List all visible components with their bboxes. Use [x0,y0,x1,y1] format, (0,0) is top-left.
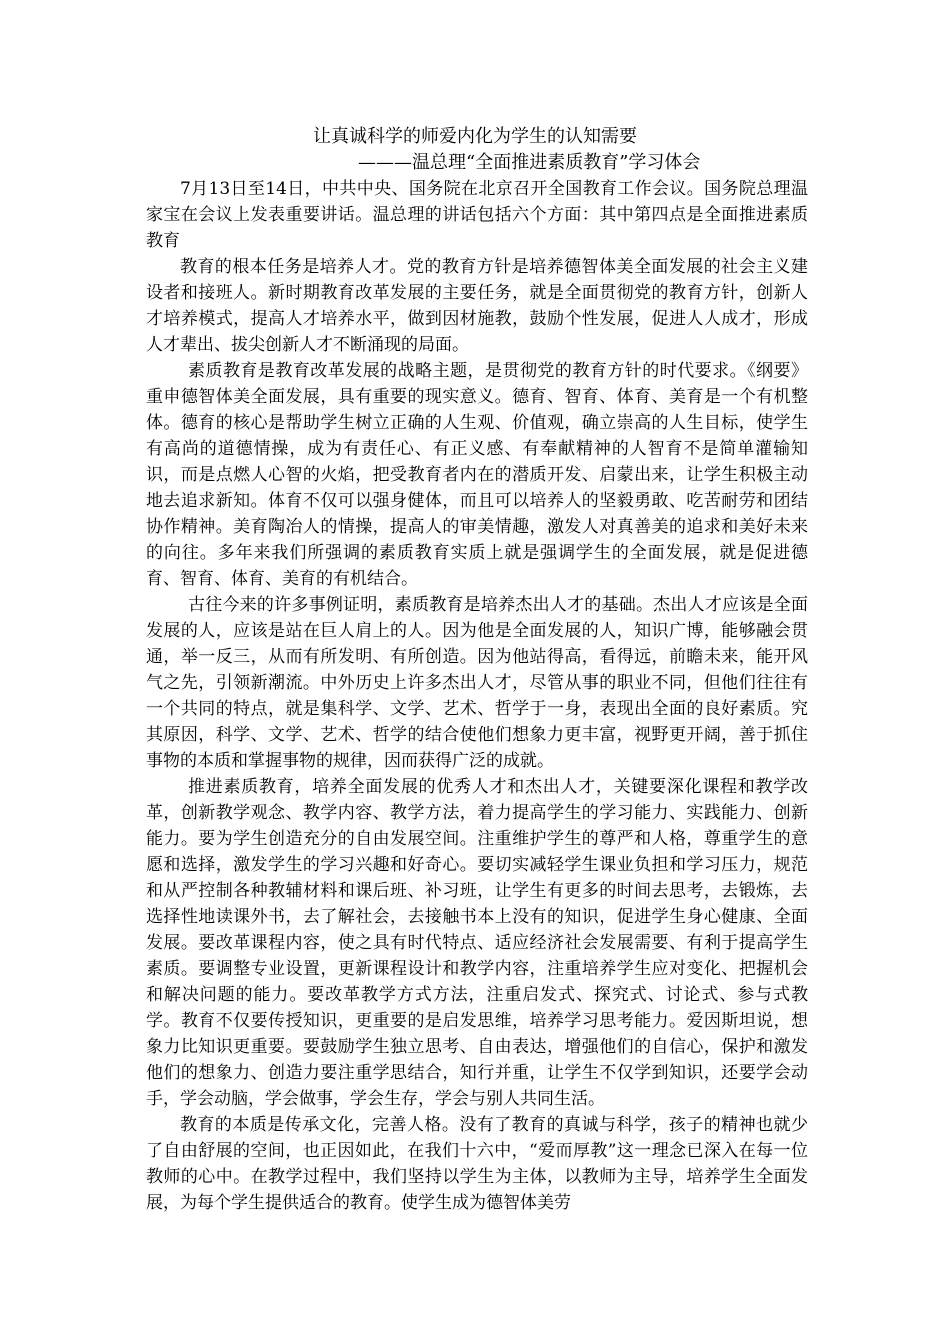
paragraph-curriculum-reform: 推进素质教育，培养全面发展的优秀人才和杰出人才，关键要深化课程和教学改革，创新教学观念、教学内容、教学方法，着力提高学生的学习能力、实践能力、创新能力。要为学生创造充分的自由发展空间。注重维护学生的尊严和人格，尊重学生的意愿和选择，激发学生的学习兴趣和好奇心。要切实减轻学生课业负担和学习压力，规范和从严控制各种教辅材料和课后班、补习班，让学生有更多的时间去思考，去锻炼，去选择性地读课外书，去了解社会，去接触书本上没有的知识，促进学生身心健康、全面发展。要改革课程内容，使之具有时代特点、适应经济社会发展需要、有利于提高学生素质。要调整专业设置，更新课程设计和教学内容，注重培养学生应对变化、把握机会和解决问题的能力。要改革教学方式方法，注重启发式、探究式、讨论式、参与式教学。教育不仅要传授知识，更重要的是启发思维，培养学习思考能力。爱因斯坦说，想象力比知识更重要。要鼓励学生独立思考、自由表达，增强他们的自信心，保护和激发他们的想象力、创造力要注重学思结合，知行并重，让学生不仅学到知识，还要学会动手，学会动脑，学会做事，学会生存，学会与别人共同生活。 [146,777,808,1109]
paragraph-fundamental-task: 教育的根本任务是培养人才。党的教育方针是培养德智体美全面发展的社会主义建设者和接班人。新时期教育改革发展的主要任务，就是全面贯彻党的教育方针，创新人才培养模式，提高人才培养水平，做到因材施教，鼓励个性发展，促进人人成才，形成人才辈出、拔尖创新人才不断涌现的局面。 [146,257,808,355]
document-title: 让真诚科学的师爱内化为学生的认知需要 [313,126,637,147]
document-body [146,176,808,1216]
paragraph-quality-education: 素质教育是教育改革发展的战略主题，是贯彻党的教育方针的时代要求。《纲要》重申德智体美全面发展，具有重要的现实意义。德育、智育、体育、美育是一个有机整体。德育的核心是帮助学生树立正确的人生观、价值观，确立崇高的人生目标，使学生有高尚的道德情操，成为有责任心、有正义感、有奉献精神的人智育不是简单灌输知识，而是点燃人心智的火焰，把受教育者内在的潜质开发、启蒙出来，让学生积极主动地去追求新知。体育不仅可以强身健体，而且可以培养人的坚毅勇敢、吃苦耐劳和团结协作精神。美育陶冶人的情操，提高人的审美情趣，激发人对真善美的追求和美好未来的向往。多年来我们所强调的素质教育实质上就是强调学生的全面发展，就是促进德育、智育、体育、美育的有机结合。 [146,361,808,589]
paragraph-intro: 7月13日至14日，中共中央、国务院在北京召开全国教育工作会议。国务院总理温家宝在会议上发表重要讲话。温总理的讲话包括六个方面：其中第四点是全面推进素质教育 [146,179,808,251]
paragraph-outstanding-talents: 古往今来的许多事例证明，素质教育是培养杰出人才的基础。杰出人才应该是全面发展的人，应该是站在巨人肩上的人。因为他是全面发展的人，知识广博，能够融会贯通，举一反三，从而有所发明、有所创造。因为他站得高，看得远，前瞻未来，能开风气之先，引领新潮流。中外历史上许多杰出人才，尽管从事的职业不同，但他们往往有一个共同的特点，就是集科学、文学、艺术、哲学于一身，表现出全面的良好素质。究其原因，科学、文学、艺术、哲学的结合使他们想象力更丰富，视野更开阔，善于抓住事物的本质和掌握事物的规律，因而获得广泛的成就。 [146,595,808,771]
document-subtitle: ———温总理“全面推进素质教育”学习体会 [358,152,701,173]
paragraph-essence-of-education: 教育的本质是传承文化，完善人格。没有了教育的真诚与科学，孩子的精神也就少了自由舒展的空间，也正因如此，在我们十六中，“爱而厚教”这一理念已深入在每一位教师的心中。在教学过程中，我们坚持以学生为主体，以教师为主导，培养学生全面发展，为每个学生提供适合的教育。使学生成为德智体美劳 [146,1115,808,1213]
